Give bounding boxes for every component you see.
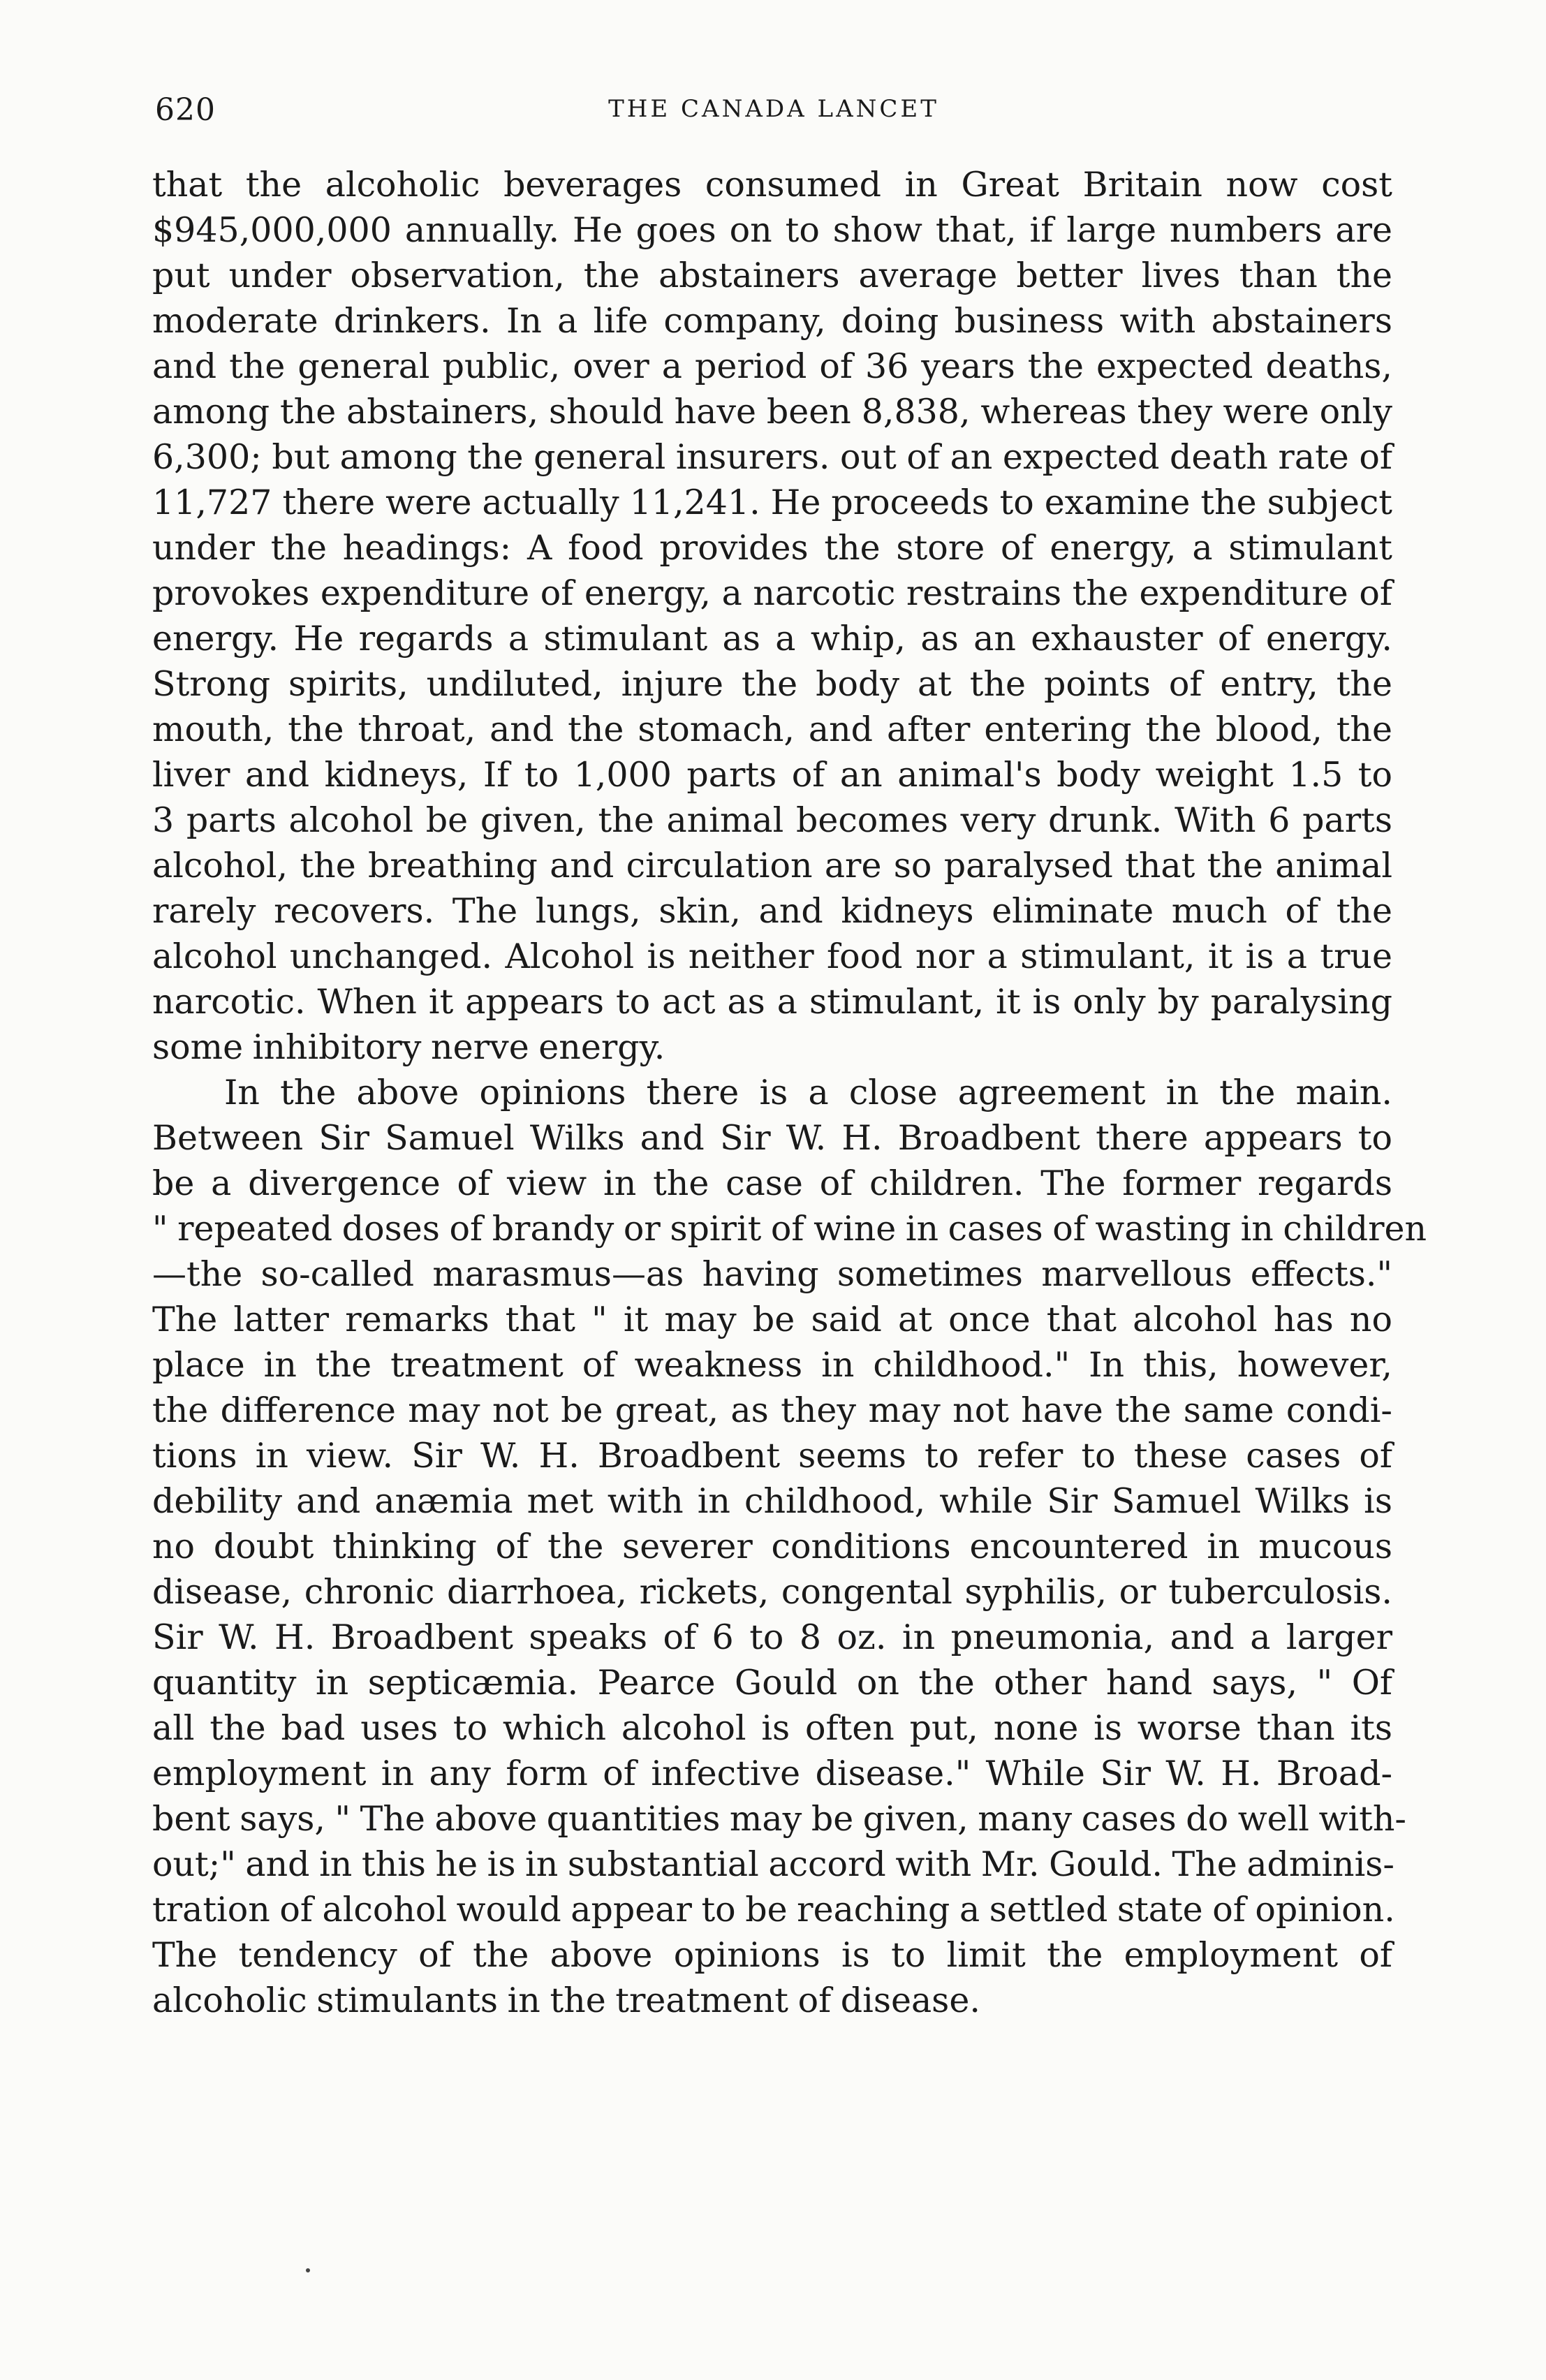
text-line: 11,727 there were actually 11,241. He proceeds to examine the subject [152, 483, 1392, 522]
text-line: 6,300; but among the general insurers. out of an expected death rate of [152, 437, 1392, 477]
text-line: quantity in septicæmia. Pearce Gould on the other hand says, " Of [152, 1663, 1392, 1703]
text-line: put under observation, the abstainers average better lives than the [152, 256, 1392, 295]
text-line: mouth, the throat, and the stomach, and after entering the blood, the [152, 710, 1392, 749]
text-line: Between Sir Samuel Wilks and Sir W. H. Broadbent there appears to [152, 1118, 1392, 1158]
text-line: that the alcoholic beverages consumed in Great Britain now cost [152, 165, 1392, 205]
text-line: no doubt thinking of the severer conditions encountered in mucous [152, 1527, 1392, 1566]
text-line: under the headings: A food provides the store of energy, a stimulant [152, 528, 1392, 568]
text-line: moderate drinkers. In a life company, doing business with abstainers [152, 301, 1392, 341]
text-line: debility and anæmia met with in childhood, while Sir Samuel Wilks is [152, 1481, 1392, 1521]
text-line: tions in view. Sir W. H. Broadbent seems to refer to these cases of [152, 1436, 1392, 1476]
text-line: The latter remarks that " it may be said at once that alcohol has no [152, 1300, 1392, 1339]
text-line: some inhibitory nerve energy. [152, 1027, 665, 1067]
text-line: provokes expenditure of energy, a narcotic restrains the expenditure of [152, 573, 1392, 613]
text-line: liver and kidneys, If to 1,000 parts of an animal's body weight 1.5 to [152, 755, 1392, 795]
running-head [155, 92, 1392, 137]
text-line: narcotic. When it appears to act as a stimulant, it is only by paralysing [152, 982, 1392, 1022]
text-line: In the above opinions there is a close agreement in the main. [224, 1073, 1392, 1112]
page-number: 620 [155, 92, 216, 128]
text-line: among the abstainers, should have been 8,838, whereas they were only [152, 392, 1392, 432]
article-body [152, 162, 1427, 2023]
paragraph-1 [152, 162, 1392, 1070]
text-line: 3 parts alcohol be given, the animal becomes very drunk. With 6 parts [152, 800, 1392, 840]
text-line: and the general public, over a period of 36 years the expected deaths, [152, 346, 1392, 386]
journal-title: THE CANADA LANCET [608, 95, 939, 123]
text-line: tration of alcohol would appear to be reaching a settled state of opinion. [152, 1890, 1395, 1930]
text-line: alcohol unchanged. Alcohol is neither food nor a stimulant, it is a true [152, 936, 1392, 976]
text-line: $945,000,000 annually. He goes on to show that, if large numbers are [152, 210, 1392, 250]
text-line: disease, chronic diarrhoea, rickets, congental syphilis, or tuberculosis. [152, 1572, 1392, 1612]
text-line: " repeated doses of brandy or spirit of wine in cases of wasting in children [152, 1209, 1427, 1249]
text-line: out;" and in this he is in substantial accord with Mr. Gould. The adminis- [152, 1844, 1394, 1884]
ink-speck [306, 2268, 310, 2272]
paragraph-2 [152, 1070, 1427, 2023]
text-line: place in the treatment of weakness in childhood." In this, however, [152, 1345, 1392, 1385]
text-line: The tendency of the above opinions is to limit the employment of [152, 1935, 1392, 1975]
text-line: energy. He regards a stimulant as a whip, as an exhauster of energy. [152, 619, 1392, 659]
text-line: the difference may not be great, as they may not have the same condi- [152, 1390, 1392, 1430]
text-line: Sir W. H. Broadbent speaks of 6 to 8 oz. in pneumonia, and a larger [152, 1617, 1392, 1657]
text-line: alcoholic stimulants in the treatment of disease. [152, 1981, 980, 2020]
text-line: rarely recovers. The lungs, skin, and kidneys eliminate much of the [152, 891, 1392, 931]
text-line: all the bad uses to which alcohol is often put, none is worse than its [152, 1708, 1392, 1748]
text-line: Strong spirits, undiluted, injure the body at the points of entry, the [152, 664, 1392, 704]
text-line: alcohol, the breathing and circulation are so paralysed that the animal [152, 846, 1392, 886]
text-line: —the so-called marasmus—as having sometimes marvellous effects." [152, 1254, 1392, 1294]
text-line: bent says, " The above quantities may be given, many cases do well with- [152, 1799, 1406, 1839]
text-line: be a divergence of view in the case of children. The former regards [152, 1163, 1392, 1203]
text-line: employment in any form of infective disease." While Sir W. H. Broad- [152, 1754, 1392, 1793]
